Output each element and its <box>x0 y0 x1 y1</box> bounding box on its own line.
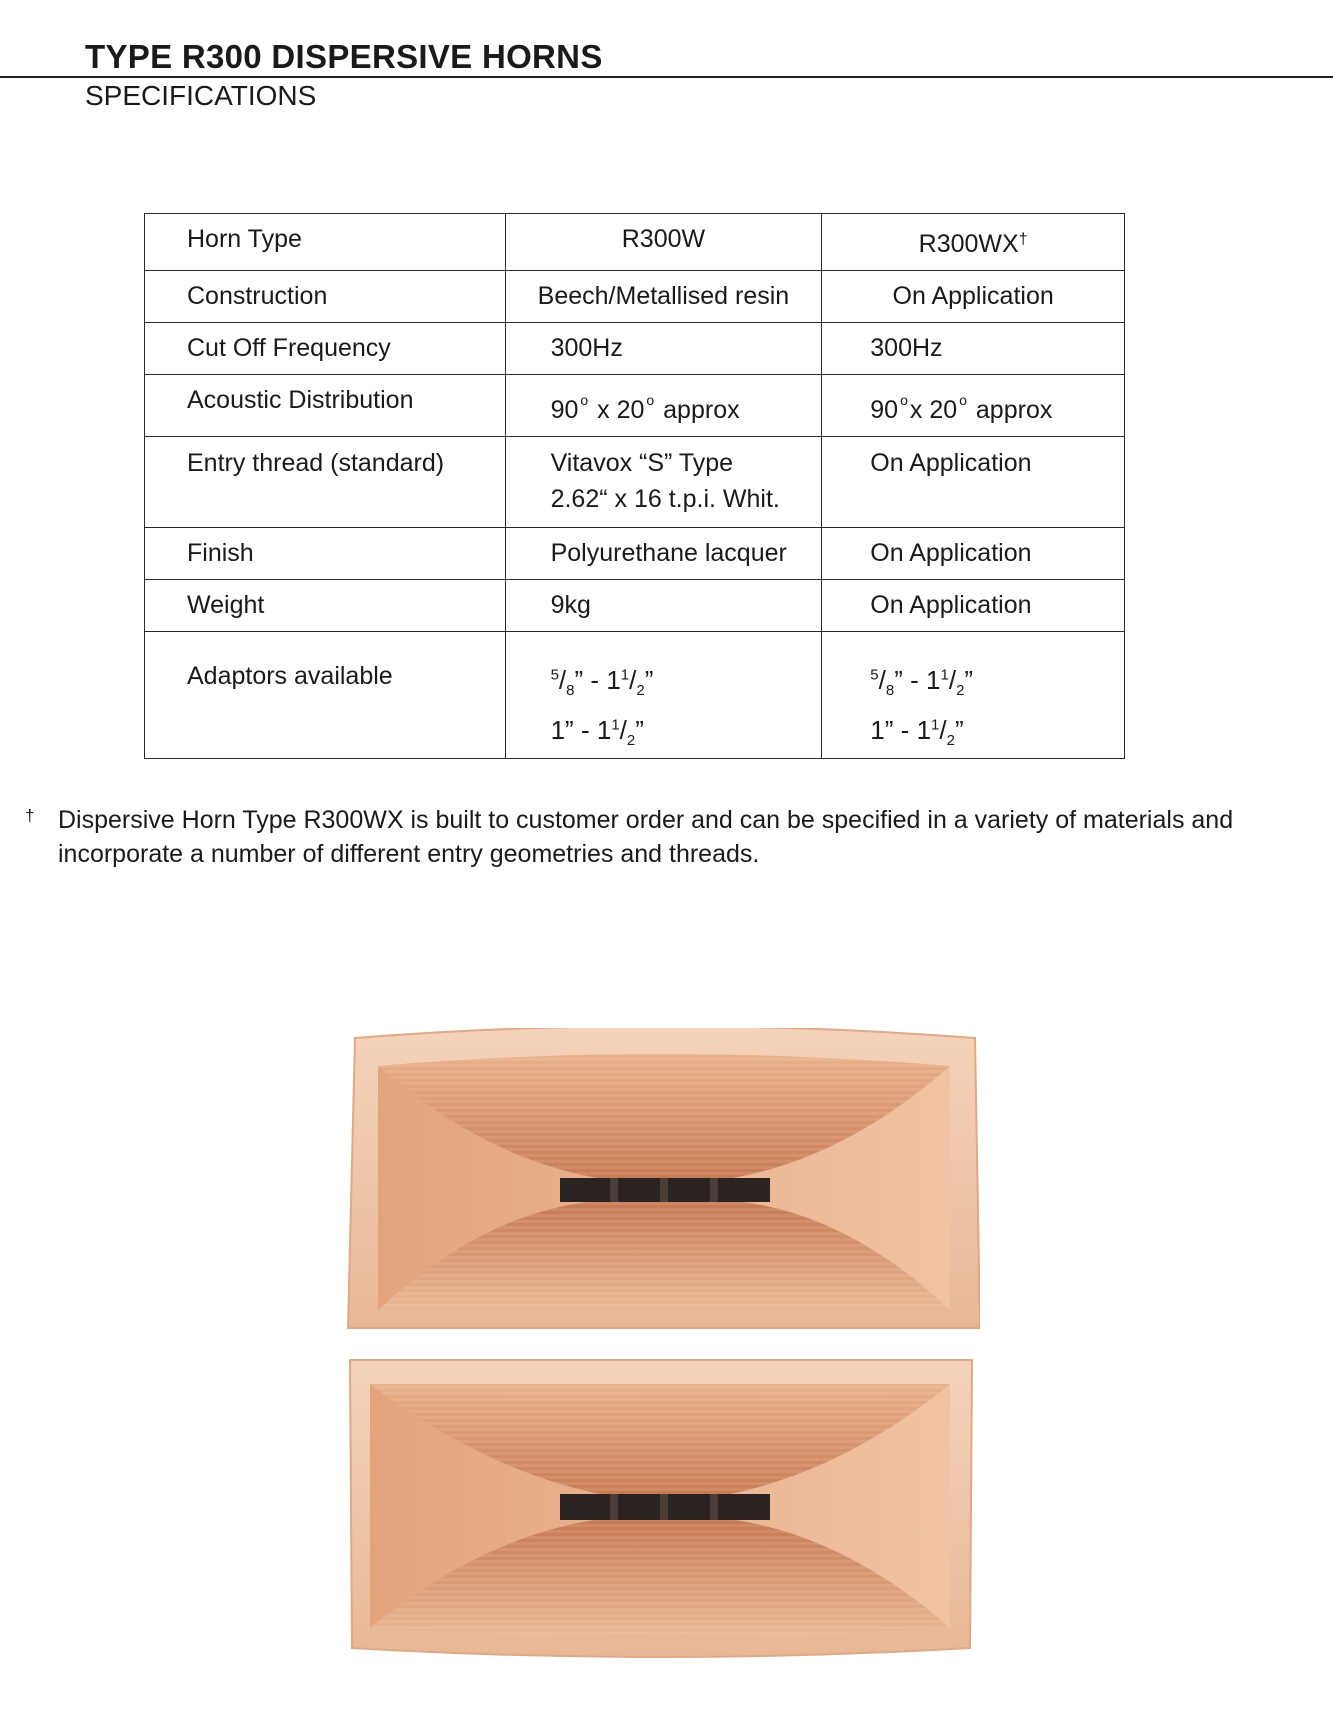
degree-mark: o <box>580 392 589 408</box>
angle-vertical: 20 <box>929 396 958 424</box>
thread-type: Vitavox “S” Type <box>550 449 734 477</box>
cell-value-b: On Application <box>822 437 1125 528</box>
cell-value-b <box>822 632 1125 759</box>
cell-value-a: Beech/Metallised resin <box>505 271 822 323</box>
cell-value-a: 9kg <box>505 580 822 632</box>
adaptor-line-1: $^5/_8$” - $1^1/_2$” <box>870 664 974 699</box>
table-row-finish <box>145 528 1125 580</box>
degree-mark: o <box>646 392 655 408</box>
cell-label: Entry thread (standard) <box>145 437 506 528</box>
table-row-entry-thread <box>145 437 1125 528</box>
table-row-adaptors <box>145 632 1125 759</box>
cell-value-b: On Application <box>822 580 1125 632</box>
cell-label: Weight <box>145 580 506 632</box>
table-row-horn-type <box>145 214 1125 271</box>
table-row-cutoff <box>145 323 1125 375</box>
model-b-name: R300WX <box>918 230 1019 258</box>
times-sign: x <box>909 396 923 424</box>
dagger-mark: † <box>1018 231 1028 248</box>
cell-label: Horn Type <box>145 214 506 271</box>
cell-label <box>145 632 506 759</box>
cell-value-b: On Application <box>822 528 1125 580</box>
footnote <box>25 803 1285 871</box>
adaptor-sizes <box>551 632 822 758</box>
footnote-text: Dispersive Horn Type R300WX is built to customer order and can be specified in a variety of materials and incorporate a number of different entry geometries and threads. <box>58 806 1234 868</box>
cell-value-b: On Application <box>822 271 1125 323</box>
cell-value-a <box>505 375 822 437</box>
adaptor-line-2: 1” - $1^1/_2$” <box>870 714 964 749</box>
cell-label: Finish <box>145 528 506 580</box>
adaptor-line-1: $^5/_8$” - $1^1/_2$” <box>550 664 654 699</box>
specifications-table <box>144 213 1125 759</box>
angle-horizontal: 90 <box>550 396 579 424</box>
horn-upper <box>348 1028 980 1328</box>
cell-value-a: 300Hz <box>505 323 822 375</box>
approx-text: approx <box>663 396 740 424</box>
cell-label: Cut Off Frequency <box>145 323 506 375</box>
horn-pair-photo <box>340 1028 980 1658</box>
table-row-weight <box>145 580 1125 632</box>
page-subtitle: SPECIFICATIONS <box>85 80 317 111</box>
adaptors-label: Adaptors available <box>187 662 393 690</box>
angle-horizontal: 90 <box>870 396 899 424</box>
degree-mark: o <box>959 392 967 408</box>
thread-spec: 2.62“ x 16 t.p.i. Whit. <box>550 485 780 513</box>
horn-lower <box>350 1360 972 1657</box>
times-sign: x <box>597 396 610 424</box>
footnote-dagger: † <box>25 806 35 825</box>
adaptor-line-2: 1” - $1^1/_2$” <box>550 714 644 749</box>
cell-value-a: Polyurethane lacquer <box>505 528 822 580</box>
cell-label: Construction <box>145 271 506 323</box>
table-row-construction <box>145 271 1125 323</box>
cell-model-b <box>822 214 1125 271</box>
page-title: TYPE R300 DISPERSIVE HORNS <box>85 38 603 75</box>
cell-value-b <box>822 375 1125 437</box>
cell-model-a: R300W <box>505 214 822 271</box>
cell-value-a <box>505 437 822 528</box>
approx-text: approx <box>975 396 1053 424</box>
cell-value-a <box>505 632 822 759</box>
angle-vertical: 20 <box>616 396 645 424</box>
adaptor-sizes <box>870 632 1124 758</box>
cell-label: Acoustic Distribution <box>145 375 506 437</box>
cell-value-b: 300Hz <box>822 323 1125 375</box>
degree-mark: o <box>900 392 908 408</box>
title-rule <box>0 76 1333 78</box>
table-row-distribution <box>145 375 1125 437</box>
